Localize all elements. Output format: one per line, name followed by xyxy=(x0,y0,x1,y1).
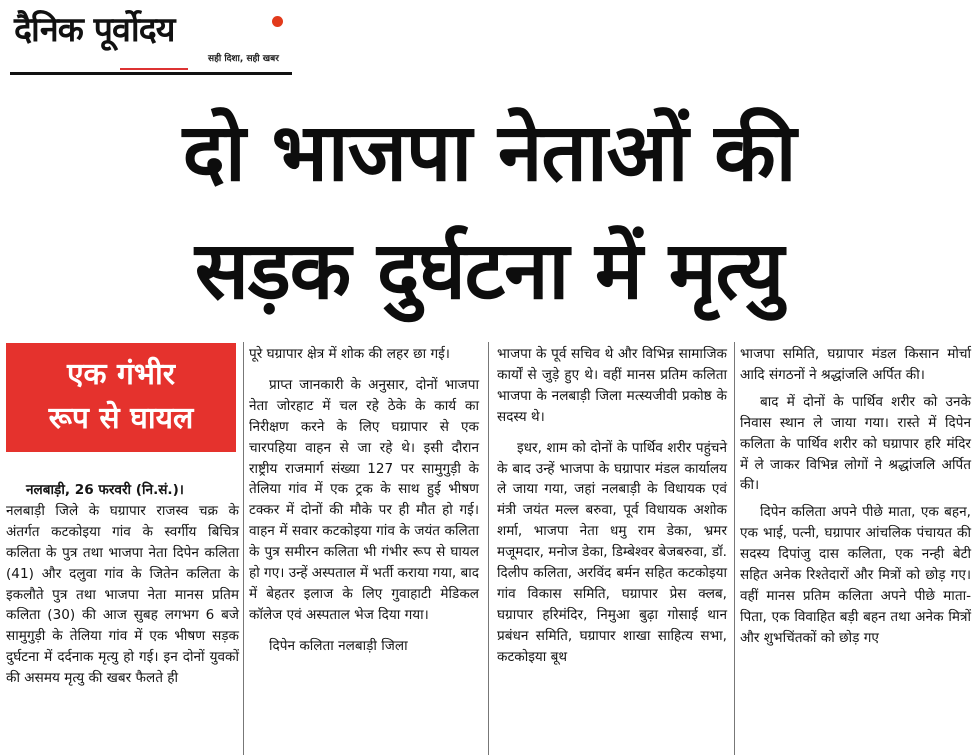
tagline: सही दिशा, सही खबर xyxy=(208,54,279,64)
column-divider xyxy=(488,342,489,755)
headline-line-2: सड़क दुर्घटना में मृत्यु xyxy=(194,224,784,317)
masthead xyxy=(10,6,292,72)
article-column-1 xyxy=(6,480,239,689)
article-column-3 xyxy=(497,344,727,668)
subhead-box xyxy=(6,343,236,452)
dateline: नलबाड़ी, 26 फरवरी (नि.सं.)। xyxy=(26,482,184,498)
article-column-2 xyxy=(249,344,479,657)
masthead-rule xyxy=(10,72,292,75)
article-paragraph: भाजपा के पूर्व सचिव थे और विभिन्न सामाजिक कार्यों से जुड़े हुए थे। वहीं मानस प्रतिम कलिता भाजपा के नलबाड़ी जिला मत्स्यजीवी प्रकोष्ठ के सदस्य थे। xyxy=(497,346,727,425)
article-column-4 xyxy=(740,344,971,649)
headline-line-1: दो भाजपा नेताओं की xyxy=(182,106,796,199)
article-paragraph: प्राप्त जानकारी के अनुसार, दोनों भाजपा नेता जोरहाट में चल रहे ठेके के कार्य का निरीक्षण करने के लिए घग्रापार से एक चारपहिया वाहन से जा रहे थे। इसी दौरान राष्ट्रीय राजमार्ग संख्या 127 पर सामुगुड़ी के तेलिया गांव में एक ट्रक के साथ हुई भीषण टक्कर में दोनों की मौके पर ही मौत हो गई। वाहन में सवार कटकोइया गांव के जयंत कलिता के पुत्र समीरन कलिता भी गंभीर रूप से घायल हो गए। उन्हें अस्पताल में भर्ती कराया गया, बाद में बेहतर इलाज के लिए गुवाहाटी मेडिकल कॉलेज एवं अस्पताल भेज दिया गया। xyxy=(249,376,480,623)
article-paragraph: नलबाड़ी जिले के घग्रापार राजस्व चक्र के अंतर्गत कटकोइया गांव के स्वर्गीय बिचित्र कलिता के पुत्र तथा भाजपा नेता दिपेन कलिता (41) और दलुवा गांव के जितेन कलिता के इकलौते पुत्र तथा भाजपा नेता मानस प्रतिम कलिता (30) की आज सुबह लगभग 6 बजे सामुगुड़ी के तेलिया गांव में एक भीषण सड़क दुर्घटना में दर्दनाक मृत्यु हो गई। इन दोनों युवकों की असमय मृत्यु की खबर फैलते ही xyxy=(6,502,239,687)
article-paragraph: भाजपा समिति, घग्रापार मंडल किसान मोर्चा आदि संगठनों ने श्रद्धांजलि अर्पित की। xyxy=(740,346,971,383)
newspaper-logo: दैनिक पूर्वोदय xyxy=(14,10,175,50)
logo-dot-icon xyxy=(272,16,283,27)
column-divider xyxy=(734,342,735,755)
column-divider xyxy=(243,342,244,755)
article-paragraph: दिपेन कलिता नलबाड़ी जिला xyxy=(269,637,408,654)
article-paragraph: इधर, शाम को दोनों के पार्थिव शरीर पहुंचने के बाद उन्हें भाजपा के घग्रापार मंडल कार्यालय ले जाया गया, जहां नलबाड़ी के विधायक एवं मंत्री जयंत मल्ल बरुवा, पूर्व विधायक अशोक शर्मा, भाजपा नेता धमु राम डेका, भ्रमर मजूमदार, मनोज डेका, डिम्बेश्वर बेजबरुवा, डॉ. दिलीप कलिता, अरविंद बर्मन सहित कटकोइया गांव विकास समिति, घग्रापार प्रेस क्लब, घग्रापार हरिमंदिर, निमुआ बुढ़ा गोसाई थान प्रबंधन समिति, घग्रापार शाखा साहित्य सभा, कटकोइया बूथ xyxy=(497,439,727,665)
headline xyxy=(14,94,964,330)
subhead-line-1: एक गंभीर xyxy=(66,357,176,392)
subhead-line-2: रूप से घायल xyxy=(48,401,194,436)
masthead-accent-line xyxy=(120,68,188,70)
article-paragraph: पूरे घग्रापार क्षेत्र में शोक की लहर छा गई। xyxy=(249,346,450,362)
article-paragraph: दिपेन कलिता अपने पीछे माता, एक बहन, एक भाई, पत्नी, घग्रापार आंचलिक पंचायत की सदस्य दिपांजु दास कलिता, एक नन्ही बेटी सहित अनेक रिश्तेदारों और मित्रों को छोड़ गए। वहीं मानस प्रतिम कलिता अपने पीछे माता-पिता, एक विवाहित बड़ी बहन तथा अनेक मित्रों और शुभचिंतकों को छोड़ गए xyxy=(740,504,971,646)
article-paragraph: बाद में दोनों के पार्थिव शरीर को उनके निवास स्थान ले जाया गया। रास्ते में दिपेन कलिता के पार्थिव शरीर को घग्रापार हरि मंदिर में ले जाकर विभिन्न लोगों ने श्रद्धांजलि अर्पित की। xyxy=(740,393,971,494)
